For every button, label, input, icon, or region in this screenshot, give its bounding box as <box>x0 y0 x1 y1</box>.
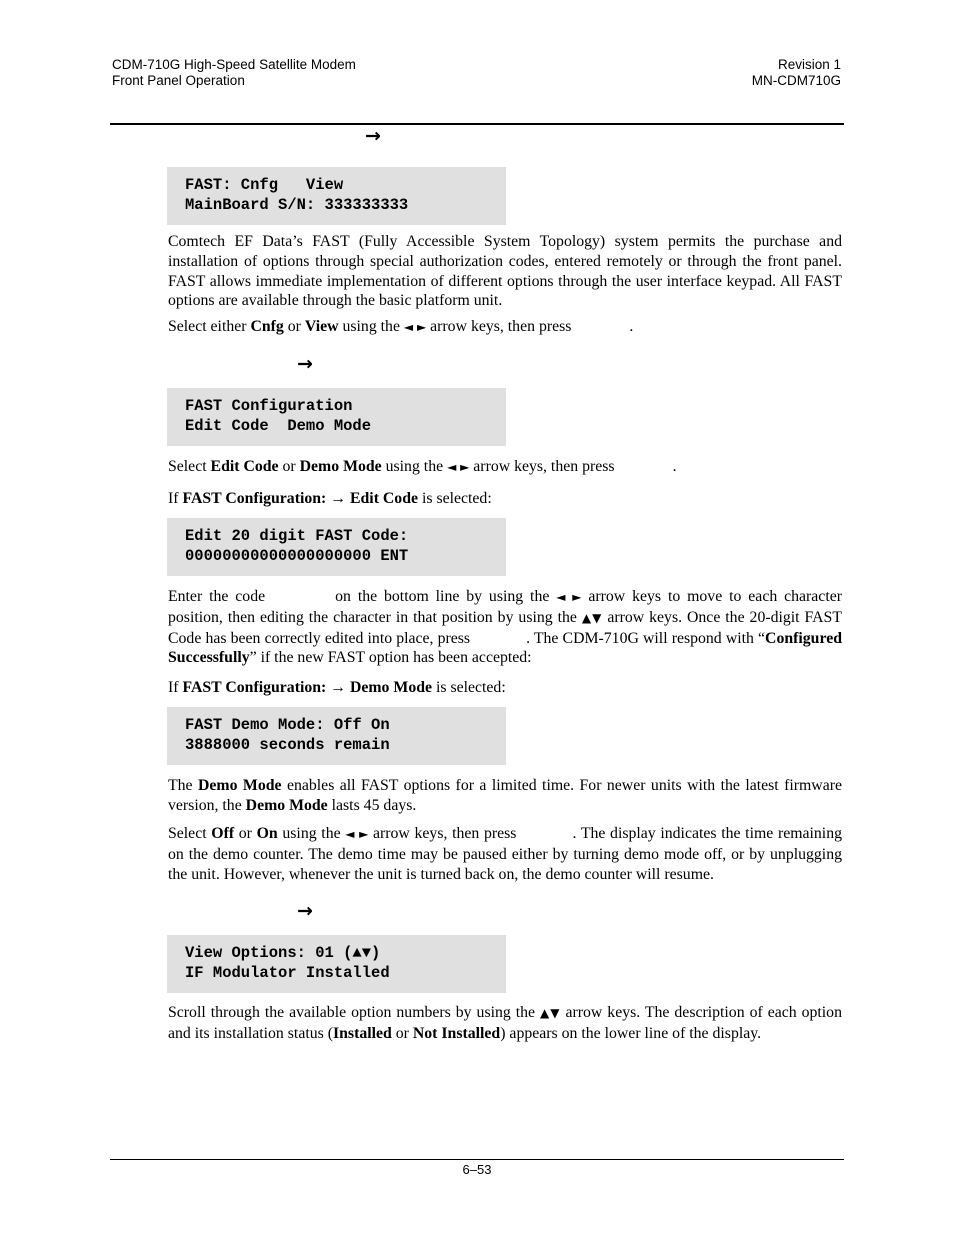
paragraph-enter-code <box>168 587 842 668</box>
text: . <box>629 318 634 335</box>
left-right-arrow-icons: ◄ ► <box>403 320 427 334</box>
up-down-arrow-icons: ▲▼ <box>540 1006 561 1020</box>
lcd-line-2: IF Modulator Installed <box>185 963 390 982</box>
text: The <box>168 777 198 794</box>
text: ) appears on the lower line of the display. <box>500 1024 762 1042</box>
left-right-arrow-icons: ◄ ► <box>345 827 369 841</box>
keyword-fast-config-demo-mode: FAST Configuration: → Demo Mode <box>182 679 433 696</box>
text: If <box>168 490 183 507</box>
text: is selected: <box>432 679 506 696</box>
text: arrow keys. Once the 20-digit FAST Code has been correctly edited into place, press <box>168 608 842 647</box>
text: is selected: <box>418 490 492 507</box>
text: or <box>391 1024 413 1042</box>
text: Select <box>168 458 211 475</box>
lcd-line-2: Edit Code Demo Mode <box>185 416 372 435</box>
header-rule <box>110 123 844 125</box>
footer-rule <box>110 1159 844 1160</box>
text: Enter the code <box>168 588 266 605</box>
lcd-line-1: Edit 20 digit FAST Code: <box>185 527 409 545</box>
text: arrow keys, then press <box>426 318 572 335</box>
text: . <box>672 458 677 475</box>
text: or <box>278 458 300 475</box>
keyword-configured-successfully: Configured Successfully <box>168 629 842 667</box>
text: arrow keys to move to each character position, then editing the character in that position by using the <box>168 588 842 626</box>
text: Select either <box>168 318 251 335</box>
keyword-demo-mode: Demo Mode <box>245 796 328 814</box>
arrow-icon: → <box>365 125 381 147</box>
page-number: 6–53 <box>462 1162 492 1177</box>
header-revision: Revision 1 <box>777 57 841 72</box>
text: or <box>234 825 257 842</box>
text: on the bottom line by using the <box>335 588 557 605</box>
text: If <box>168 679 183 696</box>
header-doc-number: MN-CDM710G <box>751 73 841 88</box>
keyword-cnfg: Cnfg <box>250 318 284 335</box>
lcd-display-edit-code <box>167 518 506 576</box>
lcd-line-1: FAST Demo Mode: Off On <box>185 716 390 734</box>
keyword-edit-code: Edit Code <box>210 458 279 475</box>
lcd-display-view-options <box>167 935 506 993</box>
keyword-fast-config-edit-code: FAST Configuration: → Edit Code <box>182 490 419 507</box>
text: enables all FAST options for a limited time. For newer units with the latest firmware version, the <box>168 777 842 814</box>
lcd-display-fast-configuration <box>167 388 506 446</box>
text: Scroll through the available option numbers by using the <box>168 1004 541 1021</box>
lcd-line-2: 3888000 seconds remain <box>185 735 390 754</box>
lcd-line-2: 00000000000000000000 ENT <box>185 546 409 565</box>
text: arrow keys, then press <box>469 458 615 475</box>
text: using the <box>277 825 346 842</box>
header-section: Front Panel Operation <box>112 73 245 88</box>
text: Select <box>168 825 212 842</box>
paragraph-if-demo-mode <box>168 678 842 698</box>
paragraph-fast-intro: Comtech EF Data’s FAST (Fully Accessible System Topology) system permits the purchase and installation of options through special authorization codes, entered remotely or through the front panel. FAST allows immediate implementation of different options through the user interface keypad. All FAST options are available through the basic platform unit. <box>168 233 842 310</box>
lcd-line-1: View Options: 01 (▲▼) <box>185 944 381 962</box>
lcd-line-1: FAST Configuration <box>185 397 353 415</box>
keyword-demo-mode: Demo Mode <box>198 777 282 794</box>
up-down-arrow-icons: ▲▼ <box>581 610 603 625</box>
text: arrow keys, then press <box>368 825 517 842</box>
header-right <box>752 57 841 89</box>
header-left <box>112 57 356 89</box>
paragraph-if-edit-code <box>168 489 842 509</box>
text: ” if the new FAST option has been accepted: <box>249 649 532 667</box>
arrow-icon: → <box>297 900 313 922</box>
keyword-installed: Installed <box>332 1024 392 1042</box>
left-right-arrow-icons: ◄ ► <box>447 460 470 474</box>
paragraph-select-edit-demo <box>168 457 842 478</box>
keyword-not-installed: Not Installed <box>412 1024 501 1042</box>
header-title: CDM-710G High-Speed Satellite Modem <box>112 57 356 72</box>
lcd-display-demo-mode <box>167 707 506 765</box>
text: . The CDM-710G will respond with “ <box>526 629 766 647</box>
paragraph-select-cnfg-view <box>168 317 842 338</box>
text: . The display indicates the time remaining on the demo counter. The demo time may be paused either by turning demo mode off, or by unplugging the unit. However, whenever the unit is turned back on, the demo counter will resume. <box>168 825 842 883</box>
keyword-demo-mode: Demo Mode <box>299 458 382 475</box>
paragraph-select-off-on <box>168 824 842 884</box>
arrow-icon: → <box>297 353 313 375</box>
lcd-display-fast <box>167 167 506 225</box>
text: using the <box>381 458 448 475</box>
text: or <box>283 318 305 335</box>
left-right-arrow-icons: ◄ ► <box>556 590 582 604</box>
paragraph-scroll-options <box>168 1003 842 1044</box>
lcd-line-2: MainBoard S/N: 333333333 <box>185 195 409 214</box>
keyword-off: Off <box>211 825 235 842</box>
text: lasts 45 days. <box>327 796 417 814</box>
text: arrow keys. The description of each option and its installation status ( <box>168 1004 842 1042</box>
paragraph-demo-mode-description <box>168 776 842 816</box>
keyword-on: On <box>256 825 278 842</box>
text: using the <box>338 318 404 335</box>
keyword-view: View <box>304 318 339 335</box>
lcd-line-1: FAST: Cnfg View <box>185 176 344 194</box>
